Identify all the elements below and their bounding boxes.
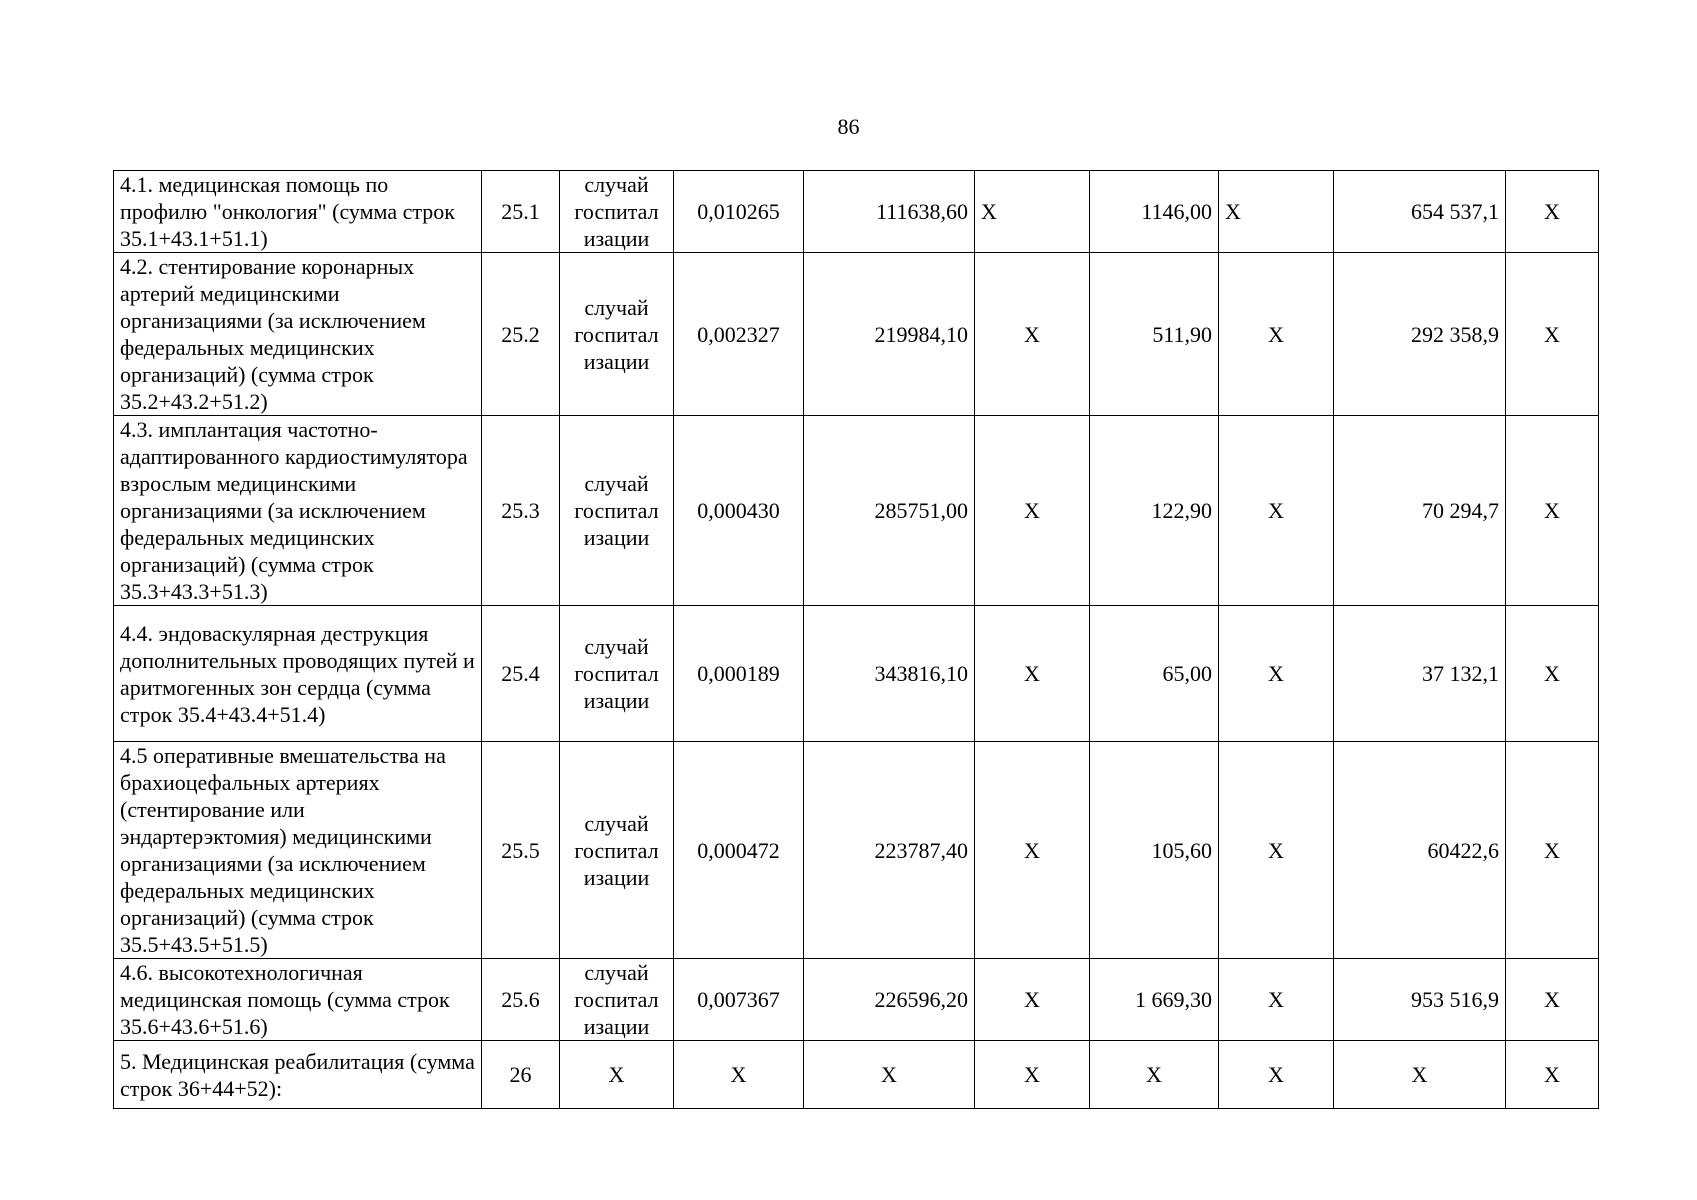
- row-col9: 292 358,9: [1334, 253, 1506, 416]
- row-line-number: 25.2: [482, 253, 560, 416]
- page-number: 86: [837, 114, 860, 139]
- row-name-cell: 4.4. эндоваскулярная деструкция дополнительных проводящих путей и аритмогенных зон сердца (сумма строк 35.4+43.4+51.4): [114, 606, 482, 742]
- row-line-number: 26: [482, 1041, 560, 1109]
- row-col8: Х: [1219, 416, 1334, 606]
- row-cost-value: 343816,10: [804, 606, 975, 742]
- row-col7: 511,90: [1090, 253, 1219, 416]
- row-line-number: 25.5: [482, 742, 560, 959]
- row-col9: 70 294,7: [1334, 416, 1506, 606]
- row-col7: 105,60: [1090, 742, 1219, 959]
- row-cost-value: 219984,10: [804, 253, 975, 416]
- row-line-number: 25.3: [482, 416, 560, 606]
- row-cost-value: 223787,40: [804, 742, 975, 959]
- table-row: [114, 959, 1599, 1041]
- table-row: [114, 416, 1599, 606]
- data-table: [113, 170, 1599, 1109]
- row-norm-value: 0,002327: [674, 253, 804, 416]
- row-cost-value: 226596,20: [804, 959, 975, 1041]
- row-norm-value: 0,000189: [674, 606, 804, 742]
- row-col10: Х: [1506, 959, 1599, 1041]
- row-name-cell: 4.3. имплантация частотно-адаптированного кардиостимулятора взрослым медицинскими организациями (за исключением федеральных медицинских организаций) (сумма строк 35.3+43.3+51.3): [114, 416, 482, 606]
- row-unit: случай госпитал изации: [560, 253, 674, 416]
- row-unit: случай госпитал изации: [560, 171, 674, 253]
- row-norm-value: 0,000472: [674, 742, 804, 959]
- row-cost-value: 111638,60: [804, 171, 975, 253]
- row-col8: Х: [1219, 606, 1334, 742]
- row-col6: Х: [975, 959, 1090, 1041]
- row-norm-value: Х: [674, 1041, 804, 1109]
- row-col7: 122,90: [1090, 416, 1219, 606]
- row-name-cell: 5. Медицинская реабилитация (сумма строк 36+44+52):: [114, 1041, 482, 1109]
- row-norm-value: 0,007367: [674, 959, 804, 1041]
- row-line-number: 25.4: [482, 606, 560, 742]
- row-norm-value: 0,010265: [674, 171, 804, 253]
- row-col9: 953 516,9: [1334, 959, 1506, 1041]
- table-row: [114, 1041, 1599, 1109]
- row-col10: Х: [1506, 1041, 1599, 1109]
- row-name-cell: 4.1. медицинская помощь по профилю "онкология" (сумма строк 35.1+43.1+51.1): [114, 171, 482, 253]
- row-col8: Х: [1219, 959, 1334, 1041]
- table-row: [114, 742, 1599, 959]
- row-col9: 37 132,1: [1334, 606, 1506, 742]
- row-col6: Х: [975, 742, 1090, 959]
- row-col6: Х: [975, 416, 1090, 606]
- table-row: [114, 253, 1599, 416]
- row-name-cell: 4.2. стентирование коронарных артерий медицинскими организациями (за исключением федеральных медицинских организаций) (сумма строк 35.2+43.2+51.2): [114, 253, 482, 416]
- row-col6: Х: [975, 253, 1090, 416]
- table-row: [114, 171, 1599, 253]
- row-unit: Х: [560, 1041, 674, 1109]
- row-col10: Х: [1506, 742, 1599, 959]
- row-unit: случай госпитал изации: [560, 416, 674, 606]
- row-unit: случай госпитал изации: [560, 606, 674, 742]
- row-unit: случай госпитал изации: [560, 959, 674, 1041]
- row-col10: Х: [1506, 416, 1599, 606]
- row-col8: Х: [1219, 171, 1334, 253]
- row-col8: Х: [1219, 742, 1334, 959]
- row-cost-value: Х: [804, 1041, 975, 1109]
- row-col7: Х: [1090, 1041, 1219, 1109]
- row-col6: Х: [975, 1041, 1090, 1109]
- row-cost-value: 285751,00: [804, 416, 975, 606]
- row-col9: 654 537,1: [1334, 171, 1506, 253]
- row-name-cell: 4.5 оперативные вмешательства на брахиоцефальных артериях (стентирование или эндартерэктомия) медицинскими организациями (за исключением федеральных медицинских организаций) (сумма строк 35.5+43.5+51.5): [114, 742, 482, 959]
- row-col8: Х: [1219, 253, 1334, 416]
- row-col7: 65,00: [1090, 606, 1219, 742]
- row-col10: Х: [1506, 171, 1599, 253]
- row-col7: 1146,00: [1090, 171, 1219, 253]
- row-col9: 60422,6: [1334, 742, 1506, 959]
- row-col9: Х: [1334, 1041, 1506, 1109]
- row-name-cell: 4.6. высокотехнологичная медицинская помощь (сумма строк 35.6+43.6+51.6): [114, 959, 482, 1041]
- row-col6: Х: [975, 171, 1090, 253]
- row-norm-value: 0,000430: [674, 416, 804, 606]
- row-line-number: 25.6: [482, 959, 560, 1041]
- table-row: [114, 606, 1599, 742]
- row-col10: Х: [1506, 606, 1599, 742]
- row-col6: Х: [975, 606, 1090, 742]
- row-col8: Х: [1219, 1041, 1334, 1109]
- row-unit: случай госпитал изации: [560, 742, 674, 959]
- row-col7: 1 669,30: [1090, 959, 1219, 1041]
- row-line-number: 25.1: [482, 171, 560, 253]
- row-col10: Х: [1506, 253, 1599, 416]
